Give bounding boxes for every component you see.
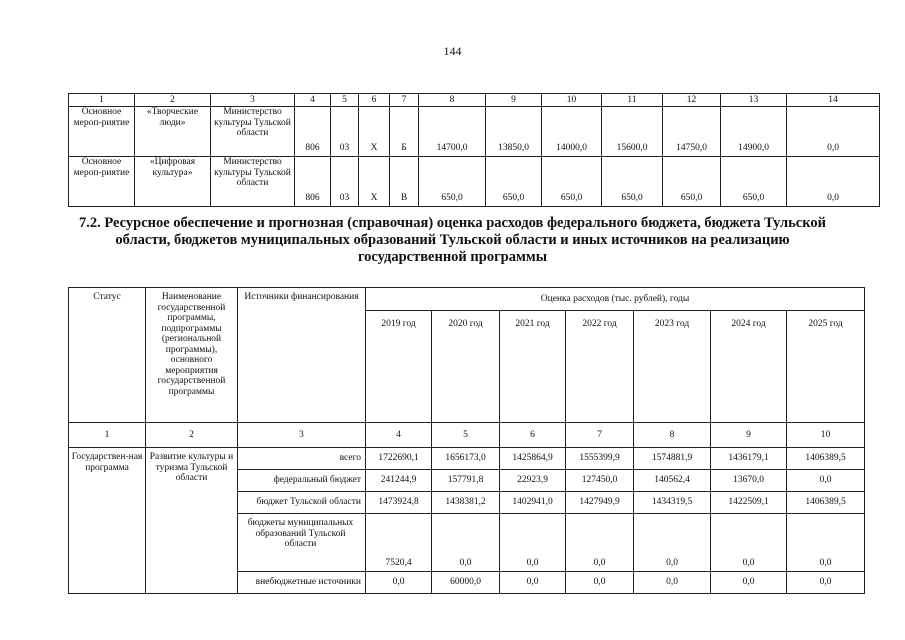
- resource-table: [68, 287, 865, 594]
- year-header: 2022 год: [566, 311, 634, 423]
- header-cell: 10: [542, 94, 602, 107]
- code-cell: Б: [390, 107, 419, 157]
- value-cell: 0,0: [634, 514, 711, 572]
- header-cell: 6: [359, 94, 390, 107]
- year-header: 2019 год: [366, 311, 432, 423]
- source-label: всего: [238, 448, 366, 470]
- value-cell: 650,0: [602, 157, 663, 207]
- value-cell: 650,0: [419, 157, 486, 207]
- code-cell: В: [390, 157, 419, 207]
- column-number: 10: [787, 423, 865, 448]
- value-cell: 15600,0: [602, 107, 663, 157]
- value-cell: 1406389,5: [787, 492, 865, 514]
- value-cell: 650,0: [663, 157, 721, 207]
- code-cell: Х: [359, 107, 390, 157]
- value-cell: 0,0: [634, 572, 711, 594]
- value-cell: 13670,0: [711, 470, 787, 492]
- name-header: Наименование государственной программы, подпрограммы (региональной программы), основного мероприятия государственной программы: [146, 288, 238, 423]
- column-number: 5: [432, 423, 500, 448]
- year-header: 2020 год: [432, 311, 500, 423]
- column-number: 2: [146, 423, 238, 448]
- value-cell: 0,0: [432, 514, 500, 572]
- value-cell: 14700,0: [419, 107, 486, 157]
- program-name: Развитие культуры и туризма Тульской области: [146, 448, 238, 594]
- value-cell: 157791,8: [432, 470, 500, 492]
- value-cell: 140562,4: [634, 470, 711, 492]
- code-cell: 03: [331, 157, 359, 207]
- table-row: [69, 448, 865, 470]
- value-cell: 650,0: [721, 157, 787, 207]
- value-cell: 0,0: [787, 107, 880, 157]
- value-cell: 650,0: [542, 157, 602, 207]
- value-cell: 60000,0: [432, 572, 500, 594]
- value-cell: 241244,9: [366, 470, 432, 492]
- value-cell: 14000,0: [542, 107, 602, 157]
- year-header: 2025 год: [787, 311, 865, 423]
- column-number: 9: [711, 423, 787, 448]
- header-cell: 3: [211, 94, 295, 107]
- source-label: бюджеты муниципальных образований Тульской области: [238, 514, 366, 572]
- code-cell: Х: [359, 157, 390, 207]
- header-cell: 7: [390, 94, 419, 107]
- estimate-header: Оценка расходов (тыс. рублей), годы: [366, 288, 865, 311]
- value-cell: 0,0: [366, 572, 432, 594]
- value-cell: 22923,9: [500, 470, 566, 492]
- header-cell: 8: [419, 94, 486, 107]
- status-header: Статус: [69, 288, 146, 423]
- column-number: 6: [500, 423, 566, 448]
- value-cell: 1574881,9: [634, 448, 711, 470]
- value-cell: 1656173,0: [432, 448, 500, 470]
- value-cell: 1422509,1: [711, 492, 787, 514]
- value-cell: 7520,4: [366, 514, 432, 572]
- year-header: 2023 год: [634, 311, 711, 423]
- table-row: [69, 107, 880, 157]
- value-cell: 127450,0: [566, 470, 634, 492]
- value-cell: 1434319,5: [634, 492, 711, 514]
- source-label: бюджет Тульской области: [238, 492, 366, 514]
- column-number: 3: [238, 423, 366, 448]
- header-cell: 12: [663, 94, 721, 107]
- column-number: 8: [634, 423, 711, 448]
- table-header-row: [69, 94, 880, 107]
- value-cell: 0,0: [787, 470, 865, 492]
- value-cell: 1473924,8: [366, 492, 432, 514]
- value-cell: 0,0: [500, 572, 566, 594]
- value-cell: 0,0: [787, 572, 865, 594]
- year-header: 2021 год: [500, 311, 566, 423]
- header-cell: 11: [602, 94, 663, 107]
- activities-table: [68, 93, 880, 207]
- column-number: 1: [69, 423, 146, 448]
- activity-executor: Министерство культуры Тульской области: [211, 107, 295, 157]
- sources-header: Источники финансирования: [238, 288, 366, 423]
- activity-type: Основное мероп-риятие: [69, 107, 135, 157]
- code-cell: 806: [295, 157, 331, 207]
- value-cell: 0,0: [566, 514, 634, 572]
- value-cell: 1425864,9: [500, 448, 566, 470]
- value-cell: 1436179,1: [711, 448, 787, 470]
- program-status: Государствен-ная программа: [69, 448, 146, 594]
- code-cell: 03: [331, 107, 359, 157]
- year-header: 2024 год: [711, 311, 787, 423]
- header-cell: 5: [331, 94, 359, 107]
- section-title: 7.2. Ресурсное обеспечение и прогнозная (справочная) оценка расходов федерального бюджета, бюджета Тульской области, бюджетов муниципальных образований Тульской области и иных источников на реализацию государственной программы: [78, 215, 827, 265]
- activity-name: «Творческие люди»: [135, 107, 211, 157]
- value-cell: 1406389,5: [787, 448, 865, 470]
- value-cell: 0,0: [787, 514, 865, 572]
- header-cell: 9: [486, 94, 542, 107]
- value-cell: 0,0: [711, 514, 787, 572]
- value-cell: 0,0: [566, 572, 634, 594]
- value-cell: 14900,0: [721, 107, 787, 157]
- column-number: 4: [366, 423, 432, 448]
- header-cell: 1: [69, 94, 135, 107]
- source-label: внебюджетные источники: [238, 572, 366, 594]
- column-number-row: [69, 423, 865, 448]
- header-cell: 13: [721, 94, 787, 107]
- activity-executor: Министерство культуры Тульской области: [211, 157, 295, 207]
- header-cell: 2: [135, 94, 211, 107]
- value-cell: 1438381,2: [432, 492, 500, 514]
- value-cell: 1722690,1: [366, 448, 432, 470]
- value-cell: 0,0: [711, 572, 787, 594]
- value-cell: 1402941,0: [500, 492, 566, 514]
- activity-name: «Цифровая культура»: [135, 157, 211, 207]
- source-label: федеральный бюджет: [238, 470, 366, 492]
- code-cell: 806: [295, 107, 331, 157]
- activity-type: Основное мероп-риятие: [69, 157, 135, 207]
- value-cell: 13850,0: [486, 107, 542, 157]
- value-cell: 0,0: [500, 514, 566, 572]
- table-row: [69, 157, 880, 207]
- column-number: 7: [566, 423, 634, 448]
- page-number: 144: [443, 44, 462, 58]
- value-cell: 1427949,9: [566, 492, 634, 514]
- value-cell: 14750,0: [663, 107, 721, 157]
- value-cell: 650,0: [486, 157, 542, 207]
- header-cell: 14: [787, 94, 880, 107]
- value-cell: 0,0: [787, 157, 880, 207]
- value-cell: 1555399,9: [566, 448, 634, 470]
- header-cell: 4: [295, 94, 331, 107]
- table-header-row: [69, 288, 865, 311]
